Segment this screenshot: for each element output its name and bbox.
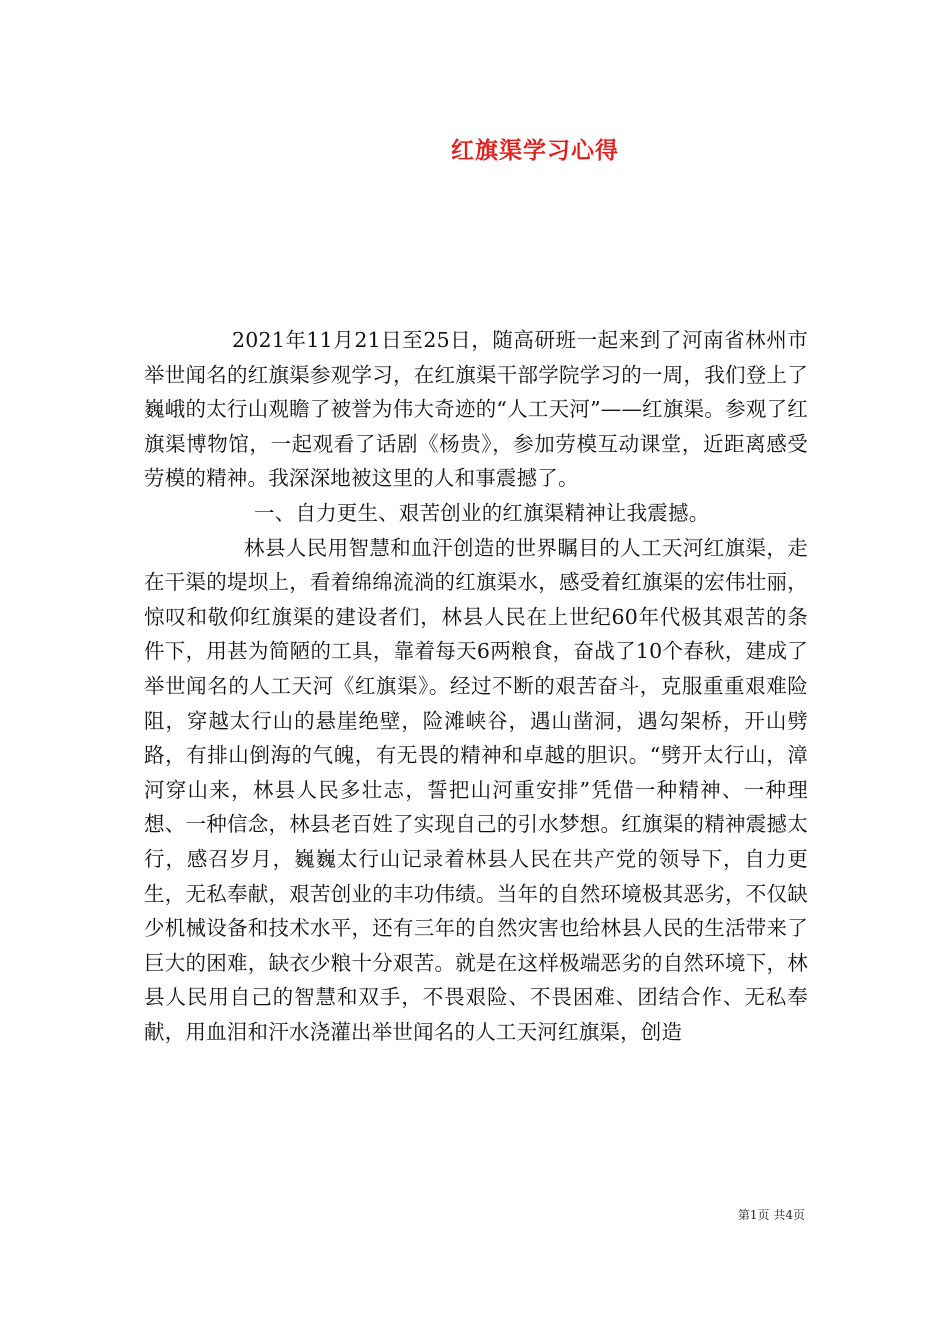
document-body — [144, 323, 808, 1049]
page-number: 第1页 共4页 — [737, 1208, 805, 1222]
paragraph-section-1: 林县人民用智慧和血汗创造的世界瞩目的人工天河红旗渠，走在干渠的堤坝上，看着绵绵流淌的红旗渠水，感受着红旗渠的宏伟壮丽，惊叹和敬仰红旗渠的建设者们，林县人民在上世纪60年代极其艰苦的条件下，用甚为简陋的工具，靠着每天6两粮食，奋战了10个春秋，建成了举世闻名的人工天河《红旗渠》。经过不断的艰苦奋斗，克服重重艰难险阻，穿越太行山的悬崖绝壁，险滩峡谷，遇山凿洞，遇勾架桥，开山劈路，有排山倒海的气魄，有无畏的精神和卓越的胆识。“劈开太行山，漳河穿山来，林县人民多壮志，誓把山河重安排”凭借一种精神、一种理想、一种信念，林县老百姓了实现自己的引水梦想。红旗渠的精神震撼太行，感召岁月，巍巍太行山记录着林县人民在共产党的领导下，自力更生，无私奉献，艰苦创业的丰功伟绩。当年的自然环境极其恶劣，不仅缺少机械设备和技术水平，还有三年的自然灾害也给林县人民的生活带来了巨大的困难，缺衣少粮十分艰苦。就是在这样极端恶劣的自然环境下，林县人民用自己的智慧和双手，不畏艰险、不畏困难、团结合作、无私奉献，用血泪和汗水浇灌出举世闻名的人工天河红旗渠，创造 — [144, 535, 808, 1044]
paragraph-intro: 2021年11月21日至25日，随高研班一起来到了河南省林州市举世闻名的红旗渠参观学习，在红旗渠干部学院学习的一周，我们登上了巍峨的太行山观瞻了被誉为伟大奇迹的“人工天河”——红旗渠。参观了红旗渠博物馆，一起观看了话剧《杨贵》，参加劳模互动课堂，近距离感受劳模的精神。我深深地被这里的人和事震撼了。 — [144, 328, 808, 491]
document-title: 红旗渠学习心得 — [451, 137, 619, 164]
section-heading-1: 一、自力更生、艰苦创业的红旗渠精神让我震撼。 — [254, 500, 710, 525]
